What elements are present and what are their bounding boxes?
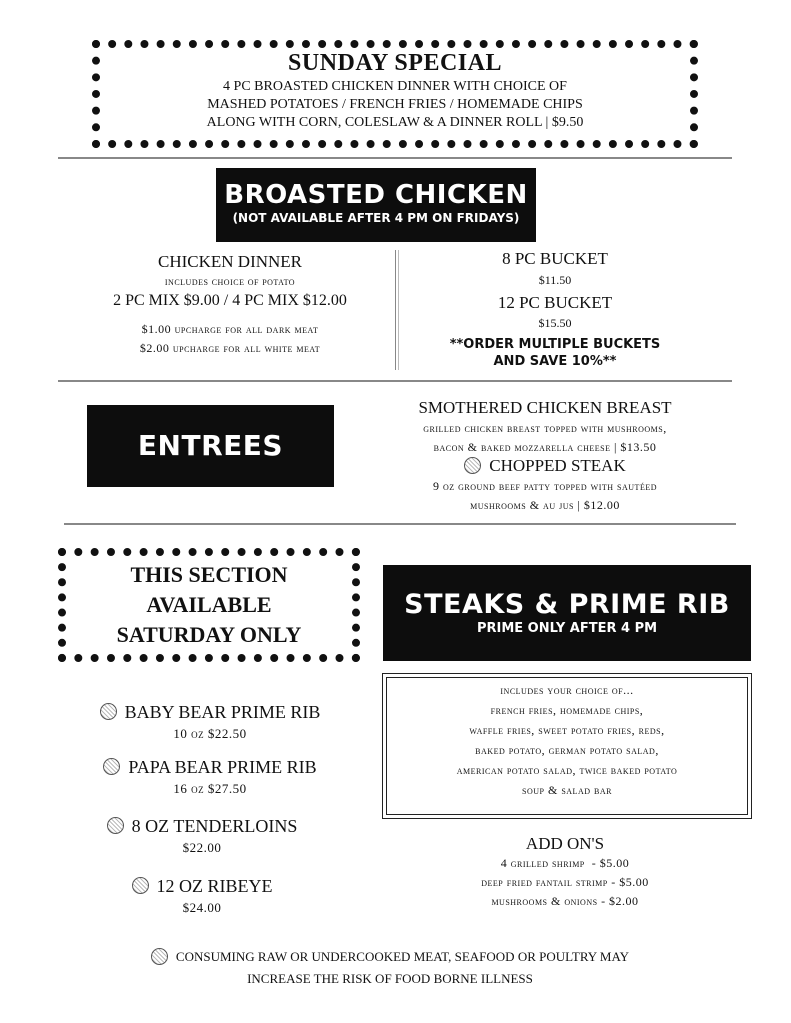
divider-2 [58, 380, 732, 382]
steaks-banner-subtitle: PRIME ONLY AFTER 4 PM [476, 621, 658, 636]
steaks-banner-title: STEAKS & PRIME RIB [404, 589, 730, 620]
addon-item-1: deep fried fantail strimp - $5.00 [481, 875, 649, 889]
sunday-special-line2: MASHED POTATOES / FRENCH FRIES / HOMEMADE CHIPS [207, 97, 583, 112]
steak-item-name: PAPA BEAR PRIME RIB [128, 757, 317, 777]
bucket-promo-line1: **ORDER MULTIPLE BUCKETS [449, 337, 661, 352]
bucket-12pc-price: $15.50 [538, 316, 572, 330]
broasted-chicken-banner-title: BROASTED CHICKEN [224, 180, 528, 210]
steak-item-0 [60, 702, 360, 742]
bucket-12pc-title: 12 PC BUCKET [497, 293, 613, 312]
chicken-dinner-prices: 2 PC MIX $9.00 / 4 PC MIX $12.00 [113, 292, 347, 309]
raw-meat-warning-icon [100, 703, 117, 720]
entrees-banner [87, 405, 334, 487]
warning-line1-row [90, 949, 690, 967]
warning-line1: CONSUMING RAW OR UNDERCOOKED MEAT, SEAFOOD OR POULTRY MAY [175, 949, 630, 964]
includes-line-5: soup & salad bar [522, 783, 612, 797]
steak-item-name-row [52, 816, 352, 837]
broasted-chicken-banner [216, 168, 536, 242]
steak-item-price: $22.00 [182, 840, 222, 855]
broasted-chicken-banner-subtitle: (NOT AVAILABLE AFTER 4 PM ON FRIDAYS) [232, 211, 520, 225]
smothered-chicken-title: SMOTHERED CHICKEN BREAST [418, 398, 672, 417]
smothered-chicken-desc1: grilled chicken breast topped with mushrooms, [423, 421, 667, 435]
addon-item-2: mushrooms & onions - $2.00 [491, 894, 639, 908]
upcharge-dark-meat: $1.00 upcharge for all dark meat [141, 322, 319, 336]
chopped-steak-title: CHOPPED STEAK [489, 456, 626, 475]
sunday-special-line3: ALONG WITH CORN, COLESLAW & A DINNER ROLL | $9.50 [206, 115, 584, 130]
steak-item-3 [52, 876, 352, 916]
raw-meat-warning-icon [464, 457, 481, 474]
bucket-promo-line2: AND SAVE 10%** [493, 354, 617, 369]
upcharge-white-meat: $2.00 upcharge for all white meat [139, 341, 321, 355]
entrees-banner-title: ENTREES [137, 429, 284, 462]
divider-1 [58, 157, 732, 159]
includes-line-3: baked potato, german potato salad, [475, 743, 659, 757]
warning-line2: INCREASE THE RISK OF FOOD BORNE ILLNESS [247, 971, 533, 986]
steak-item-name: BABY BEAR PRIME RIB [124, 702, 321, 722]
raw-meat-warning-icon [107, 817, 124, 834]
steak-item-price: 10 oz $22.50 [173, 726, 247, 741]
saturday-line3: SATURDAY ONLY [116, 622, 302, 647]
steak-item-name-row [52, 876, 352, 897]
steak-item-price: 16 oz $27.50 [173, 781, 247, 796]
raw-meat-warning-icon [151, 948, 168, 965]
column-divider [395, 250, 399, 370]
saturday-line1: THIS SECTION [130, 562, 288, 587]
chopped-steak-title-row [370, 456, 720, 476]
addon-item-0: 4 grilled shrimp - $5.00 [500, 856, 630, 870]
bucket-8pc-price: $11.50 [538, 273, 572, 287]
smothered-chicken-desc2: bacon & baked mozzarella cheese | $13.50 [433, 440, 657, 454]
raw-meat-warning-icon [103, 758, 120, 775]
steak-item-name: 8 OZ TENDERLOINS [131, 816, 298, 836]
chicken-dinner-note: includes choice of potato [164, 276, 296, 288]
steaks-banner [383, 565, 751, 661]
steak-item-2 [52, 816, 352, 856]
sunday-special-line1: 4 PC BROASTED CHICKEN DINNER WITH CHOICE OF [223, 79, 567, 94]
sunday-special-title: SUNDAY SPECIAL [288, 50, 502, 76]
steak-item-name: 12 OZ RIBEYE [156, 876, 273, 896]
saturday-line2: AVAILABLE [146, 592, 272, 617]
includes-line-0: includes your choice of... [500, 683, 634, 697]
includes-line-2: waffle fries, sweet potato fries, reds, [469, 723, 665, 737]
bucket-8pc-title: 8 PC BUCKET [502, 249, 608, 268]
chopped-steak-desc1: 9 oz ground beef patty topped with sautéed [432, 479, 657, 493]
chicken-dinner-title: CHICKEN DINNER [157, 252, 303, 271]
chopped-steak-desc2: mushrooms & au jus | $12.00 [470, 498, 620, 512]
steak-item-price: $24.00 [182, 900, 222, 915]
steak-item-name-row [60, 757, 360, 778]
includes-line-1: french fries, homemade chips, [490, 703, 644, 717]
raw-meat-warning-icon [132, 877, 149, 894]
includes-line-4: american potato salad, twice baked potato [456, 763, 678, 777]
addons-title: ADD ON'S [525, 834, 605, 853]
steak-item-name-row [60, 702, 360, 723]
steak-item-1 [60, 757, 360, 797]
divider-3 [64, 523, 736, 525]
